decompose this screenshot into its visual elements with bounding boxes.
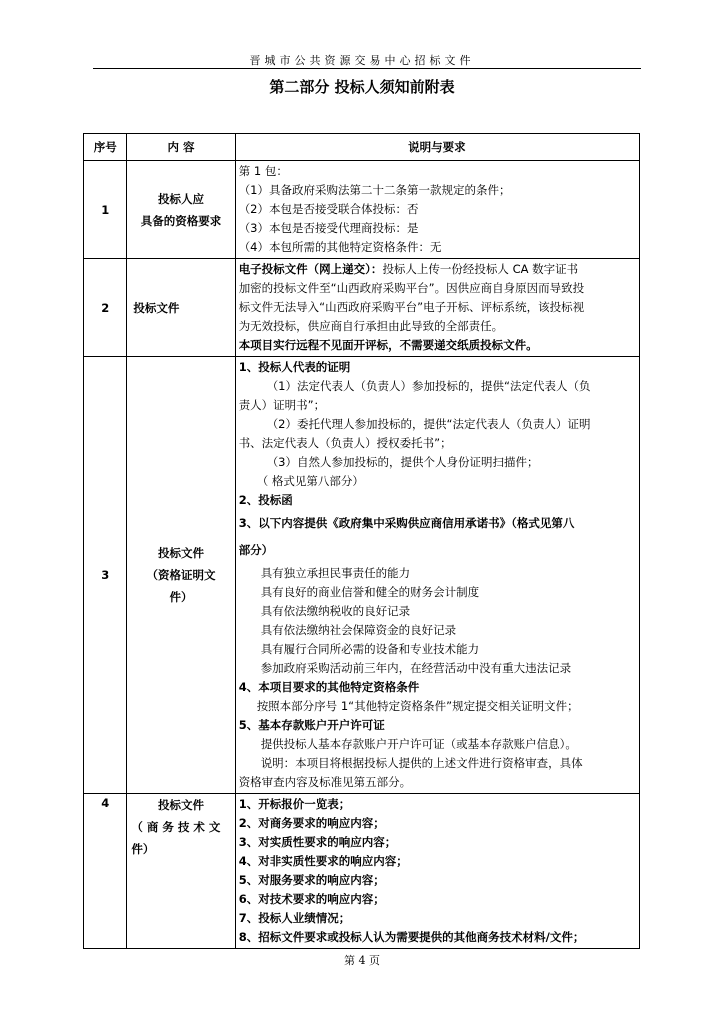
requirement-line: 7、投标人业绩情况；	[238, 911, 351, 925]
requirement-line: 按照本部分序号 1“其他特定资格条件”规定提交相关证明文件；	[256, 699, 579, 713]
requirement-line: 具有依法缴纳税收的良好记录	[260, 604, 411, 618]
requirement-line: 书、法定代表人（负责人）授权委托书”；	[238, 436, 452, 450]
requirement-line: 标文件无法导入“山西政府采购平台”电子开标、评标系统，该投标视	[238, 300, 585, 314]
requirement-line: 提供投标人基本存款账户开户许可证（或基本存款账户信息）。	[260, 737, 577, 751]
requirement-line: 8、招标文件要求或投标人认为需要提供的其他商务技术材料/文件；	[238, 930, 585, 944]
row-number: 3	[84, 357, 127, 794]
row-requirements	[235, 794, 639, 949]
requirement-line: （1）法定代表人（负责人）参加投标的，提供“法定代表人（负	[266, 379, 591, 393]
row-label-line: （ 商 务 技 术 文	[131, 820, 221, 834]
row-label-line: 具备的资格要求	[140, 213, 222, 228]
header-rule	[93, 68, 641, 69]
requirement-line: 3、以下内容提供《政府集中采购供应商信用承诺书》（格式见第八	[238, 516, 575, 530]
row-requirements	[235, 357, 639, 794]
row-label-line: 投标人应	[158, 191, 205, 206]
requirement-line: 第 1 包：	[238, 164, 288, 178]
requirement-line: 具有独立承担民事责任的能力	[260, 566, 411, 580]
table-row	[84, 259, 640, 357]
requirement-line: 参加政府采购活动前三年内，在经营活动中没有重大违法记录	[260, 661, 572, 675]
requirement-line: 3、对实质性要求的响应内容；	[238, 835, 397, 849]
requirement-line: 具有履行合同所必需的设备和专业技术能力	[260, 642, 480, 656]
table-header-row	[84, 134, 640, 161]
requirement-line: 说明：本项目将根据投标人提供的上述文件进行资格审查，具体	[260, 756, 583, 770]
requirement-line: 具有依法缴纳社会保障资金的良好记录	[260, 623, 457, 637]
requirement-line: 5、基本存款账户开户许可证	[238, 718, 385, 732]
row-label	[127, 357, 235, 794]
requirement-line: 6、对技术要求的响应内容；	[238, 892, 385, 906]
row-number: 1	[84, 161, 127, 259]
electronic-bid-lead: 电子投标文件（网上递交）：	[238, 262, 383, 276]
requirements-table	[83, 133, 640, 949]
row-label-line: 投标文件	[158, 798, 205, 812]
requirement-line: （3）自然人参加投标的，提供个人身份证明扫描件；	[266, 455, 539, 469]
row-label-line: 件）	[131, 842, 155, 856]
row-label: 投标文件	[127, 259, 235, 357]
requirement-line: 责人）证明书”；	[238, 398, 326, 412]
header-no: 序号	[84, 134, 127, 161]
remote-bid-note: 本项目实行远程不见面开评标，不需要递交纸质投标文件。	[238, 338, 538, 352]
table-row	[84, 357, 640, 794]
requirement-line: 2、投标函	[238, 493, 293, 507]
page-title: 第二部分 投标人须知前附表	[269, 78, 455, 96]
requirement-line: 2、对商务要求的响应内容；	[238, 816, 385, 830]
row-label	[127, 794, 235, 949]
requirement-line: 4、本项目要求的其他特定资格条件	[238, 680, 420, 694]
requirement-line: （2）本包是否接受联合体投标：否	[238, 202, 419, 216]
requirement-line: （ 格式见第八部分）	[256, 474, 364, 488]
row-label-line: 件）	[169, 590, 193, 604]
header-requirements: 说明与要求	[235, 134, 639, 161]
requirement-line: 为无效投标，供应商自行承担由此导致的全部责任。	[238, 319, 504, 333]
requirement-line: （2）委托代理人参加投标的，提供“法定代表人（负责人）证明	[266, 417, 591, 431]
requirement-line: 1、投标人代表的证明	[238, 360, 351, 374]
requirement-line: 资格审查内容及标准见第五部分。	[238, 775, 412, 789]
requirement-line: 4、对非实质性要求的响应内容；	[238, 854, 408, 868]
row-requirements	[235, 161, 639, 259]
requirement-line: （4）本包所需的其他特定资格条件：无	[238, 240, 442, 254]
requirement-line: （1）具备政府采购法第二十二条第一款规定的条件；	[238, 183, 511, 197]
requirement-line: 具有良好的商业信誉和健全的财务会计制度	[260, 585, 480, 599]
header-content: 内 容	[127, 134, 235, 161]
document-header: 晋城市公共资源交易中心招标文件	[249, 54, 475, 67]
requirement-line: 加密的投标文件至“山西政府采购平台”。因供应商自身原因而导致投	[238, 281, 585, 295]
row-number: 2	[84, 259, 127, 357]
requirement-line	[239, 260, 635, 279]
page-number: 第 4 页	[344, 954, 380, 967]
row-label	[127, 161, 235, 259]
row-requirements	[235, 259, 639, 357]
requirement-line: 部分）	[238, 543, 274, 557]
row-number: 4	[84, 794, 127, 949]
requirement-line: （3）本包是否接受代理商投标：是	[238, 221, 419, 235]
requirement-line: 1、开标报价一览表；	[238, 797, 351, 811]
requirement-line: 5、对服务要求的响应内容；	[238, 873, 385, 887]
row-label-line: （资格证明文	[146, 568, 216, 582]
table-row	[84, 161, 640, 259]
table-row	[84, 794, 640, 949]
requirement-text: 投标人上传一份经投标人 CA 数字证书	[382, 262, 579, 276]
row-label-line: 投标文件	[158, 546, 205, 560]
